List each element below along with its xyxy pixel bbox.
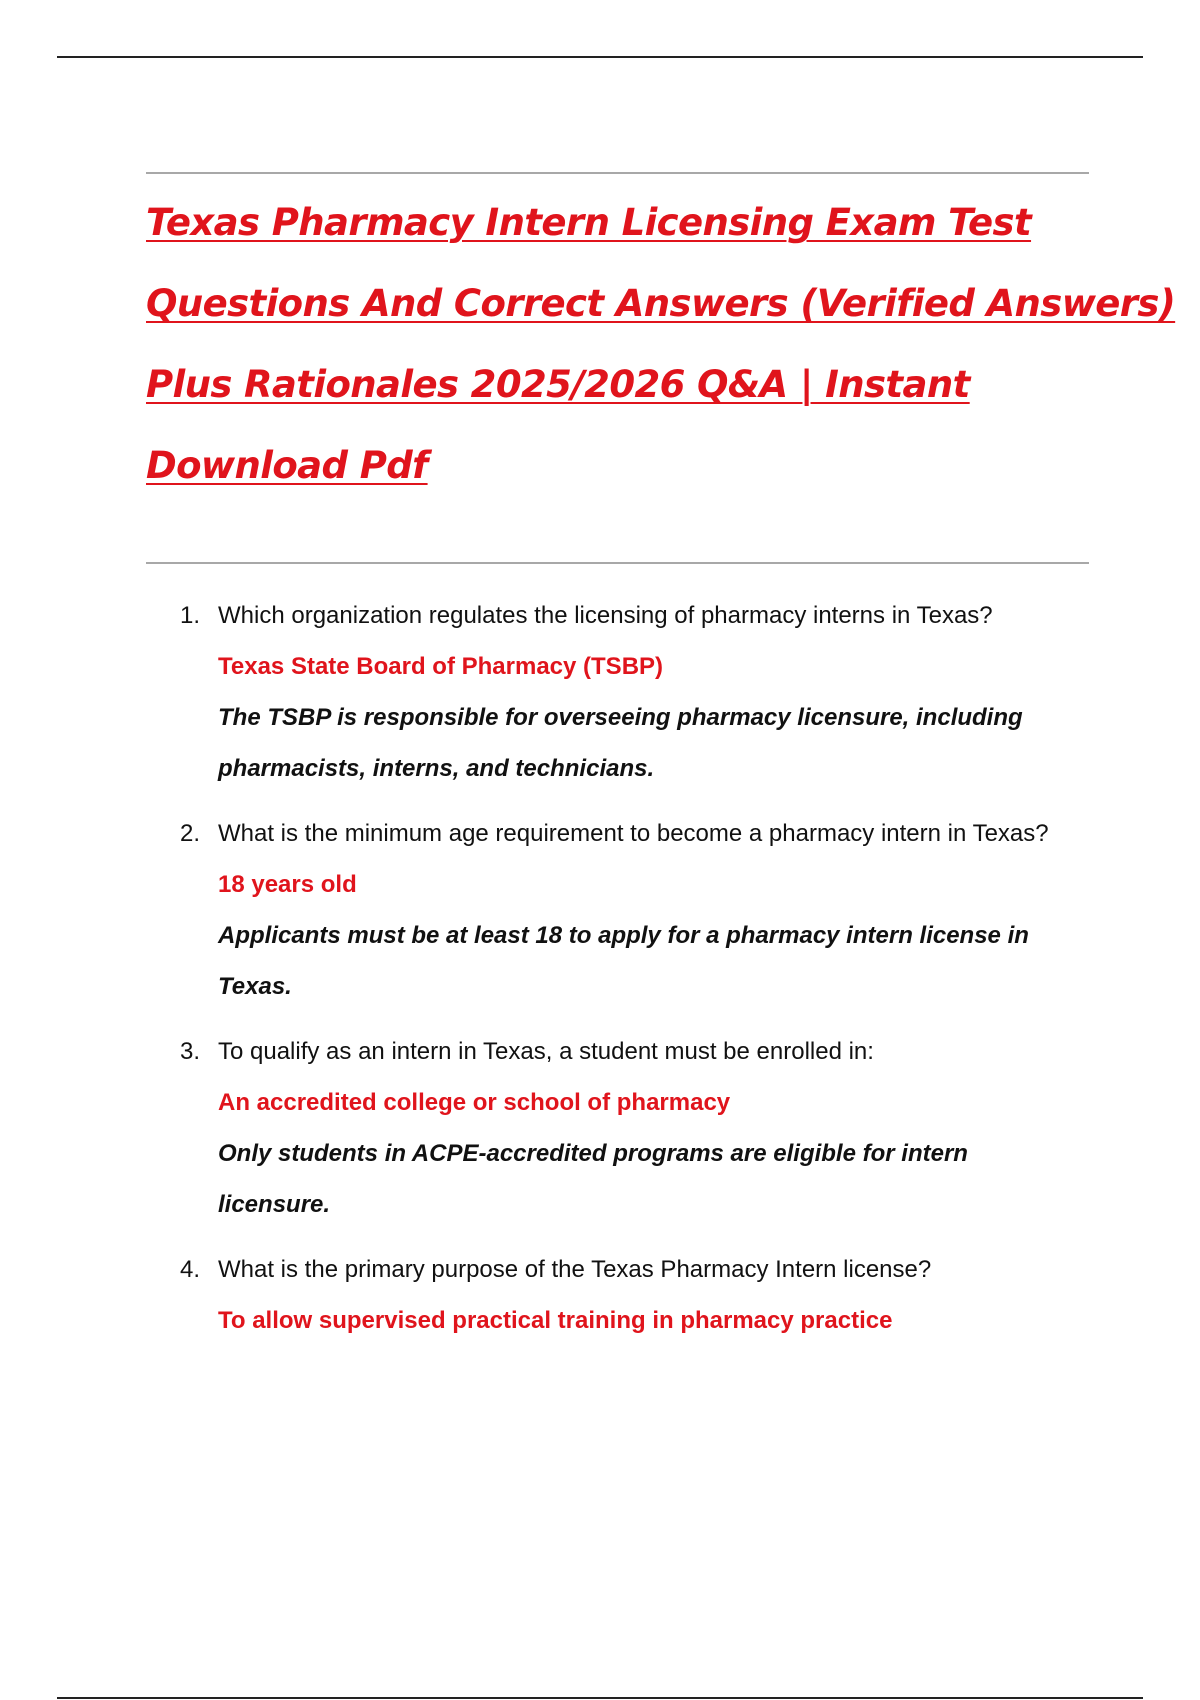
title-bottom-divider xyxy=(146,562,1089,564)
answer-text: To allow supervised practical training in pharmacy practice xyxy=(218,1307,893,1334)
page-top-rule xyxy=(57,56,1143,58)
answer-text: 18 years old xyxy=(218,871,357,898)
title-line xyxy=(146,352,1106,433)
question-text: Which organization regulates the licensing of pharmacy interns in Texas? xyxy=(218,602,993,629)
question-text: To qualify as an intern in Texas, a student must be enrolled in: xyxy=(218,1038,874,1065)
answer-text: An accredited college or school of pharmacy xyxy=(218,1089,731,1116)
question-number: 3. xyxy=(180,1038,201,1065)
question-number: 4. xyxy=(180,1256,201,1283)
question-item xyxy=(180,590,1080,794)
rationale-text: The TSBP is responsible for overseeing pharmacy licensure, including pharmacists, interns, and technicians. xyxy=(218,704,1023,782)
rationale-text: Applicants must be at least 18 to apply for a pharmacy intern license in Texas. xyxy=(218,922,1029,1000)
title-line-text: Questions And Correct Answers (Verified Answers) xyxy=(146,282,1176,325)
title-top-divider xyxy=(146,172,1089,174)
document-title xyxy=(146,190,1176,514)
title-line xyxy=(146,433,1106,514)
question-item xyxy=(180,1244,1080,1346)
question-number: 1. xyxy=(180,602,201,629)
question-item xyxy=(180,1026,1080,1230)
title-line-text: Texas Pharmacy Intern Licensing Exam Test xyxy=(146,201,1032,244)
title-line-text: Download Pdf xyxy=(146,444,428,487)
question-list xyxy=(180,590,1080,1360)
question-text: What is the primary purpose of the Texas Pharmacy Intern license? xyxy=(218,1256,932,1283)
answer-text: Texas State Board of Pharmacy (TSBP) xyxy=(218,653,664,680)
question-text: What is the minimum age requirement to become a pharmacy intern in Texas? xyxy=(218,820,1049,847)
title-line xyxy=(146,190,1106,271)
title-line-text: Plus Rationales 2025/2026 Q&A | Instant xyxy=(146,363,970,406)
title-line xyxy=(146,271,1176,352)
question-item xyxy=(180,808,1080,1012)
rationale-text: Only students in ACPE-accredited programs are eligible for intern licensure. xyxy=(218,1140,968,1218)
question-number: 2. xyxy=(180,820,201,847)
page-bottom-rule xyxy=(57,1697,1143,1699)
